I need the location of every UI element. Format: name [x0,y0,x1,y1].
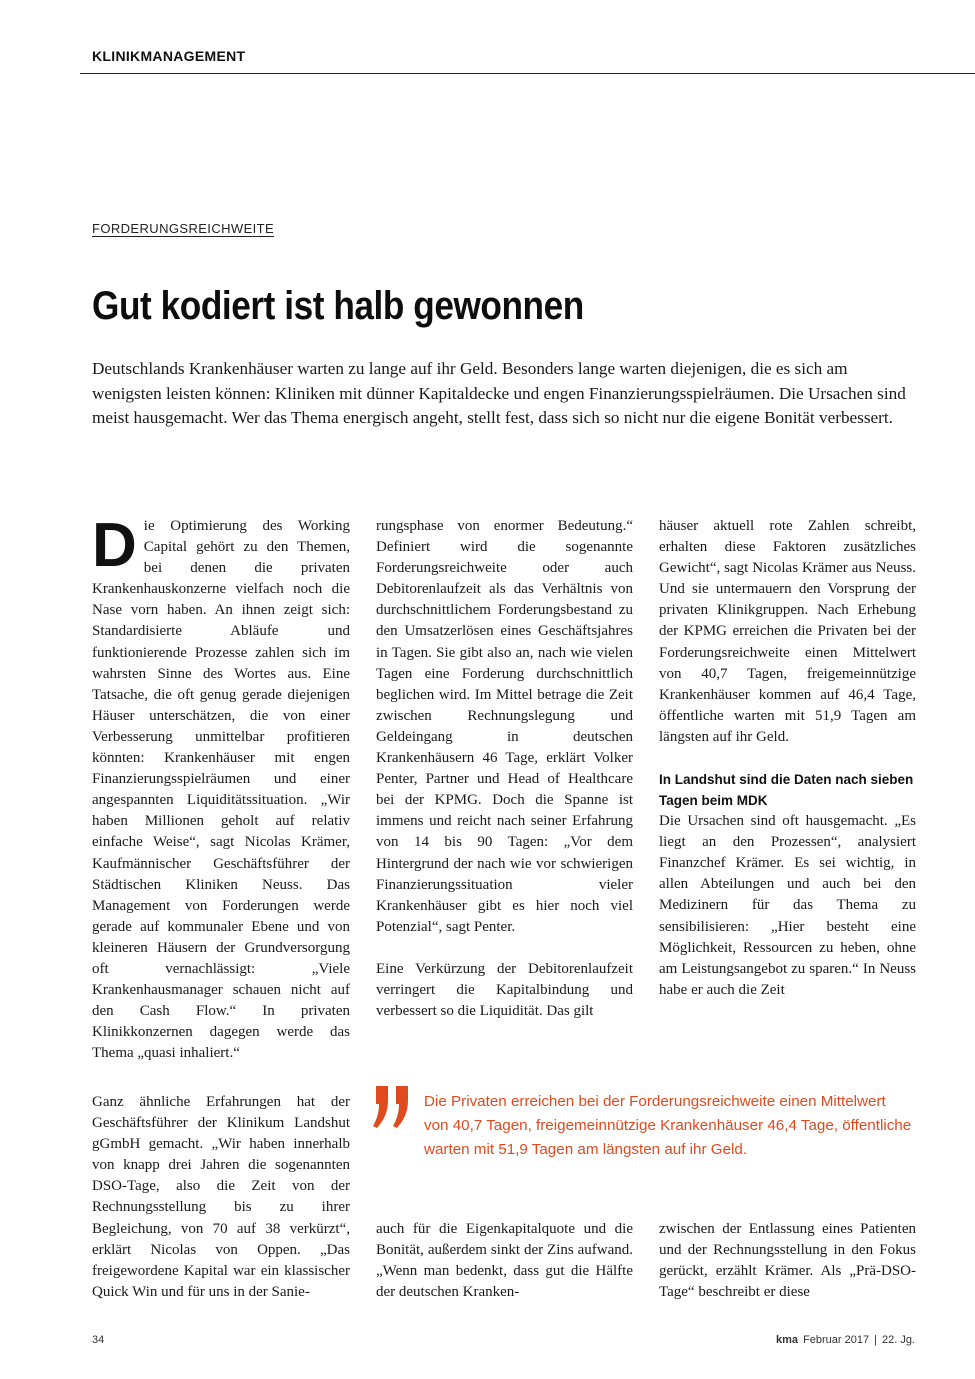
double-quote-mark-icon [372,1086,414,1130]
column-2-top [376,516,633,1022]
column-1-top [92,511,350,1064]
column-3-top [659,516,916,1001]
pull-quote: Die Privaten erreichen bei der Forderungsreichweite einen Mittelwert von 40,7 Tagen, freigemeinnützige Krankenhäuser 46,4 Tage, öffentliche warten mit 51,9 Tagen am längsten auf ihr Geld. [424,1093,912,1158]
volume: 22. Jg. [881,1334,915,1346]
page-number: 34 [92,1334,105,1346]
article-subheading: In Landshut sind die Daten nach sieben Tagen beim MDK [659,772,914,809]
drop-cap: D [92,511,137,580]
footer-separator: | [874,1334,877,1346]
article-title: Gut kodiert ist halb gewonnen [92,284,584,328]
paragraph: Ganz ähnliche Erfahrungen hat der Geschäftsführer der Klinikum Landshut gGmbH gemacht. „Wir haben innerhalb von knapp drei Jahren die sogenannten DSO-Tage, also die Zeit von der Rechnungsstellung bis zu ihrer Begleichung, von 70 auf 38 verkürzt“, erklärt Nicolas von Oppen. „Das freigewordene Kapital war ein klassischer Quick Win und für uns in der Sanie- [92,1094,350,1300]
footer-issue-info [776,1334,915,1346]
magazine-brand: kma [776,1334,799,1346]
paragraph: Eine Verkürzung der Debitorenlaufzeit verringert die Kapitalbindung und verbessert so die Liquidität. Das gilt [376,960,633,1020]
article-lead: Deutschlands Krankenhäuser warten zu lange auf ihr Geld. Besonders lange warten diejenigen, die es sich am wenigsten leisten können: Kliniken mit dünner Kapitaldecke und engen Finanzierungsspielräumen. Die Ursachen sind meist hausgemacht. Wer das Thema energisch angeht, stellt fest, dass sich so nicht nur die eigene Bonität verbessert. [92,359,906,428]
paragraph: zwischen der Entlassung eines Patienten und der Rechnungsstellung in den Fokus gerückt, erzählt Krämer. Als „Prä-DSO-Tage“ beschreibt er diese [659,1221,916,1301]
article-kicker: FORDERUNGSREICHWEITE [92,221,275,236]
paragraph: auch für die Eigenkapitalquote und die Bonität, außerdem sinkt der Zins aufwand. „Wenn man bedenkt, dass gut die Hälfte der deutschen Kranken- [376,1221,633,1301]
paragraph: Die Ursachen sind oft hausgemacht. „Es liegt an den Prozessen“, analysiert Finanzchef Krämer. Es sei wichtig, in allen Abteilungen und auch bei den Medizinern für das Thema zu sensibilisieren: „Hier besteht eine Möglichkeit, Ressourcen zu heben, ohne am Leistungsangebot zu sparen.“ In Neuss habe er auch die Zeit [659,813,916,998]
paragraph: rungsphase von enormer Bedeutung.“ Definiert wird die sogenannte Forderungsreichweite oder auch Debitorenlaufzeit als das Verhältnis von durchschnittlichem Forderungsbestand zu den Umsatzerlösen eines Geschäftsjahres in Tagen. Sie gibt also an, nach wie vielen Tagen eine Forderung durchschnittlich beglichen wird. Im Mittel betrage die Zeit zwischen Rechnungslegung und Geldeingang in deutschen Krankenhäusern 46 Tage, erklärt Volker Penter, Partner und Head of Healthcare bei der KPMG. Doch die Spanne ist immens und reicht nach seiner Erfahrung von 14 bis 90 Tagen: „Vor dem Hintergrund der nach wie vor schwierigen Finanzierungssituation vieler Krankenhäuser gibt es hier noch viel Potenzial“, sagt Penter. [376,518,633,935]
column-3-bottom [659,1219,916,1303]
column-1-bottom [92,1092,350,1303]
header-rule [80,73,975,74]
section-rubric: KLINIKMANAGEMENT [92,48,246,64]
paragraph [92,511,350,1064]
paragraph: häuser aktuell rote Zahlen schreibt, erhalten diese Faktoren zusätzliches Gewicht“, sagt Nicolas Krämer aus Neuss. Und sie untermauern den Vorsprung der privaten Klinikgruppen. Nach Erhebung der KPMG erreichen die Privaten bei der Forderungsreichweite einen Mittelwert von 40,7 Tagen, freigemeinnützige Krankenhäuser kommen auf 46,4 Tage, öffentliche warten mit 51,9 Tagen am längsten auf ihr Geld. [659,518,916,745]
issue-date: Februar 2017 [803,1334,870,1346]
paragraph-text: ie Optimierung des Working Capital gehört zu den Themen, bei denen die privaten Krankenhauskonzerne vielfach noch die Nase vorn haben. An ihnen zeigt sich: Standardisierte Abläufe und funktionierende Prozesse zahlen sich im wahrsten Sinne des Wortes aus. Eine Tatsache, die oft genug gerade diejenigen Häuser unterschätzen, die von einer Verbesserung unmittelbar profitieren könnten: Krankenhäuser mit engen Finanzierungsspielräumen und einer angespannten Liquiditätssituation. „Wir haben Millionen geholt auf relativ einfache Weise“, sagt Nicolas Krämer, Kaufmännischer Geschäftsführer der Städtischen Kliniken Neuss. Das Management von Forderungen werde gerade auf kommunaler Ebene und von kleineren Häusern der Grundversorgung oft vernachlässigt: „Viele Krankenhausmanager schauen nicht auf den Cash Flow.“ In privaten Klinikkonzernen dagegen werde das Thema „quasi inhaliert.“ [92,518,350,1062]
column-2-bottom [376,1219,633,1303]
